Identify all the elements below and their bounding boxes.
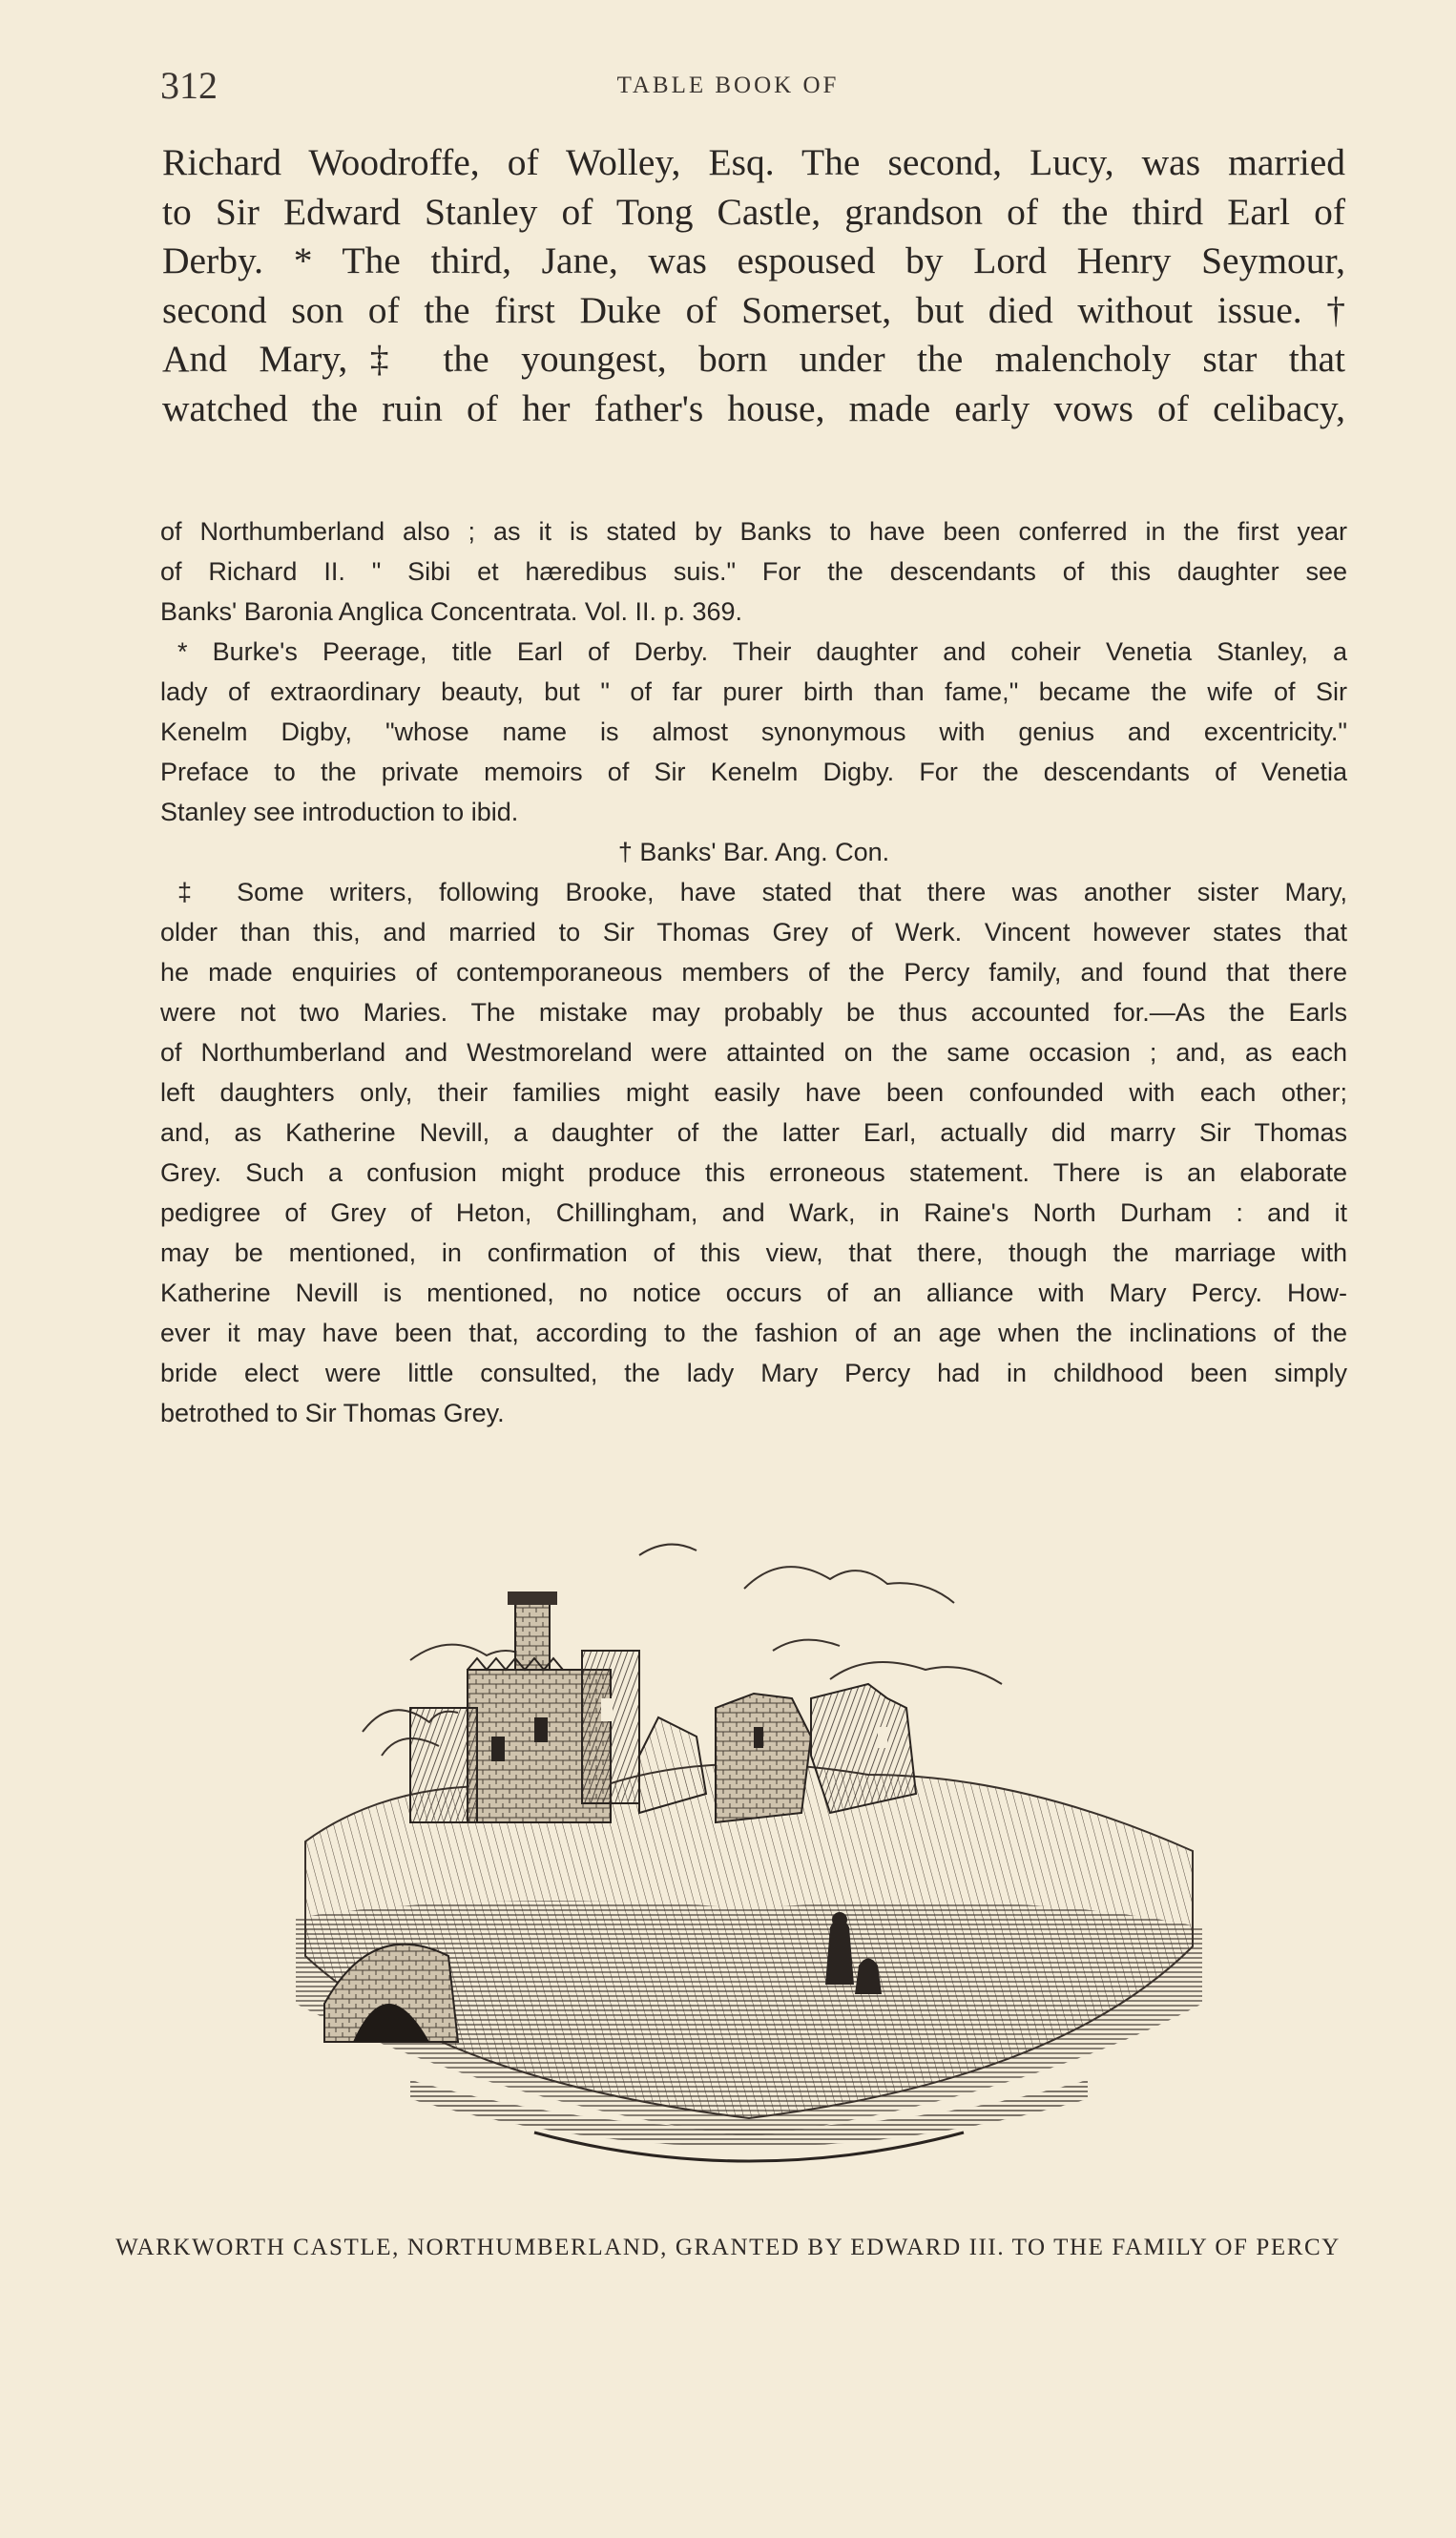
footnote-line: Katherine Nevill is mentioned, no notice occurs of an alliance with Mary Percy. How- (160, 1279, 1347, 1307)
body-line: Derby. * The third, Jane, was espoused by Lord Henry Seymour, (162, 239, 1345, 281)
body-line: second son of the first Duke of Somerset, but died without issue. † (162, 288, 1345, 331)
footnote-line: betrothed to Sir Thomas Grey. (160, 1399, 505, 1427)
footnote-line: and, as Katherine Nevill, a daughter of the latter Earl, actually did marry Sir Thomas (160, 1118, 1347, 1147)
footnote-line: bride elect were little consulted, the lady Mary Percy had in childhood been simply (160, 1359, 1347, 1387)
footnote-line: lady of extraordinary beauty, but " of far purer birth than fame," became the wife of Sir (160, 677, 1347, 706)
footnote-line: of Northumberland also ; as it is stated by Banks to have been conferred in the first year (160, 517, 1347, 546)
footnote-line: may be mentioned, in confirmation of this view, that there, though the marriage with (160, 1238, 1347, 1267)
footnote-line: * Burke's Peerage, title Earl of Derby. Their daughter and coheir Venetia Stanley, a (177, 637, 1347, 666)
footnote-line: left daughters only, their families might easily have been confounded with each other; (160, 1078, 1347, 1107)
footnote-line: pedigree of Grey of Heton, Chillingham, and Wark, in Raine's North Durham : and it (160, 1198, 1347, 1227)
footnote-line: older than this, and married to Sir Thomas Grey of Werk. Vincent however states that (160, 918, 1347, 947)
footnote-line: were not two Maries. The mistake may probably be thus accounted for.—As the Earls (160, 998, 1347, 1027)
footnotes (160, 511, 1347, 1433)
footnote-line: of Richard II. " Sibi et hæredibus suis." For the descendants of this daughter see (160, 557, 1347, 586)
body-line: watched the ruin of her father's house, made early vows of celibacy, (162, 386, 1345, 429)
footnote-line: Stanley see introduction to ibid. (160, 798, 519, 826)
footnote-line: Banks' Baronia Anglica Concentrata. Vol. II. p. 369. (160, 597, 743, 626)
footnote-line: he made enquiries of contemporaneous members of the Percy family, and found that there (160, 958, 1347, 987)
main-text (162, 138, 1345, 433)
illustration-caption: WARKWORTH CASTLE, NORTHUMBERLAND, GRANTED BY EDWARD III. TO THE FAMILY OF PERCY (115, 2235, 1341, 2260)
body-line: Richard Woodroffe, of Wolley, Esq. The second, Lucy, was married (162, 141, 1345, 183)
page-number: 312 (160, 64, 218, 107)
footnote-line: Kenelm Digby, "whose name is almost synonymous with genius and excentricity." (160, 718, 1347, 746)
footnote-line: Grey. Such a confusion might produce this erroneous statement. There is an elaborate (160, 1158, 1347, 1187)
footnote-line: † Banks' Bar. Ang. Con. (617, 838, 890, 866)
footnote-line: of Northumberland and Westmoreland were attainted on the same occasion ; and, as each (160, 1038, 1347, 1067)
castle-engraving (296, 1508, 1202, 2195)
footnote-line: ever it may have been that, according to the fashion of an age when the inclinations of the (160, 1319, 1347, 1347)
body-line: And Mary,‡ the youngest, born under the malencholy star that (162, 338, 1345, 380)
running-title: TABLE BOOK OF (616, 73, 840, 98)
body-line: to Sir Edward Stanley of Tong Castle, grandson of the third Earl of (162, 190, 1345, 233)
footnote-line: ‡ Some writers, following Brooke, have stated that there was another sister Mary, (177, 878, 1347, 906)
footnote-line: Preface to the private memoirs of Sir Kenelm Digby. For the descendants of Venetia (160, 758, 1347, 786)
